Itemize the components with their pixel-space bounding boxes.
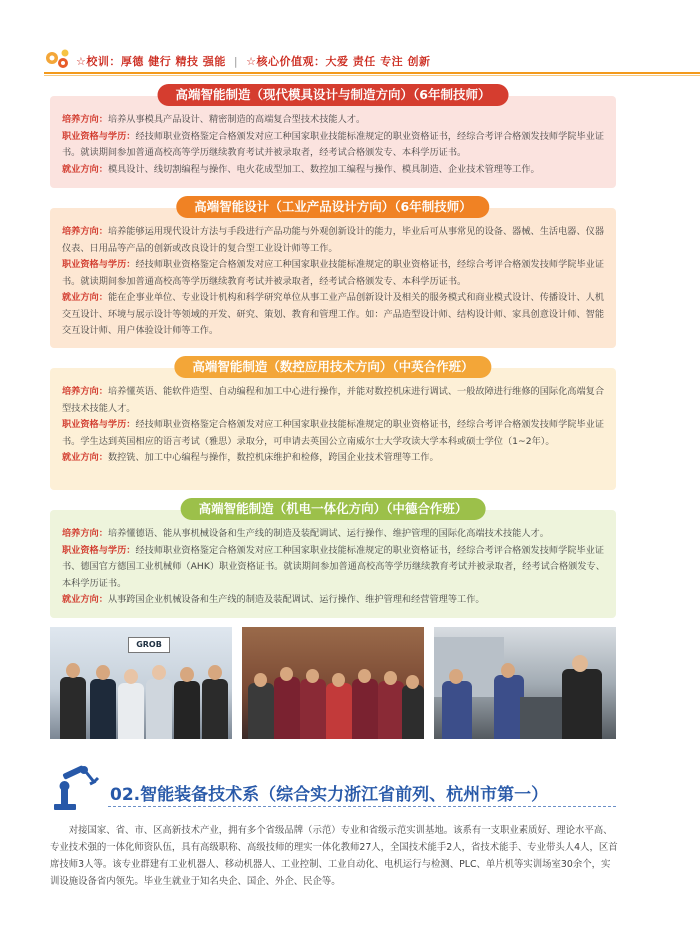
program-section-mechatronics-sino-german xyxy=(50,501,616,618)
section-title: 高端智能制造（数控应用技术方向）（中英合作班） xyxy=(174,356,491,378)
robot-arm-icon xyxy=(50,764,106,814)
program-section-cnc-sino-british xyxy=(50,359,616,490)
person-figure xyxy=(248,683,274,739)
title-underline xyxy=(108,806,616,807)
section-body xyxy=(62,224,606,340)
item-text: 经技师职业资格鉴定合格颁发对应工种国家职业技能标准规定的职业资格证书，经综合考评合格颁发技师学院毕业证书。就读期间参加普通高校高等学历继续教育考试并被录取者，经考试合格颁发专、本科学历证书。 xyxy=(62,130,605,158)
person-figure xyxy=(118,683,144,739)
person-head xyxy=(152,665,166,680)
item-label: 培养方向： xyxy=(62,114,108,125)
item-label: 培养方向： xyxy=(62,226,108,237)
item-label: 就业方向： xyxy=(62,594,108,605)
item-text: 数控铣、加工中心编程与操作，数控机床维护和检修，跨国企业技术管理等工作。 xyxy=(107,452,439,463)
person-figure xyxy=(300,679,326,739)
gears-icon xyxy=(44,48,74,72)
person-head xyxy=(501,663,515,678)
item-label: 就业方向： xyxy=(62,292,108,303)
item-text: 经技师职业资格鉴定合格颁发对应工种国家职业技能标准规定的职业资格证书，经综合考评合格颁发技师学院毕业证书、德国官方德国工业机械师（AHK）职业资格证书。就读期间参加普通高校高等学历继续教育考试并被录取者，经考试合格颁发专、本科学历证书。 xyxy=(62,544,605,589)
employment-direction xyxy=(62,592,606,609)
core-values: 大爱 责任 专注 创新 xyxy=(325,55,431,68)
item-label: 培养方向： xyxy=(62,528,108,539)
person-figure xyxy=(90,679,116,739)
training-direction xyxy=(62,112,606,129)
program-section-mold-design xyxy=(50,87,616,188)
person-head xyxy=(358,669,371,683)
person-figure xyxy=(352,679,378,739)
section-body xyxy=(62,384,606,467)
person-figure xyxy=(146,679,172,739)
photo-workshop-group xyxy=(50,627,232,739)
person-head xyxy=(66,663,80,678)
header-divider-thin xyxy=(44,75,700,76)
item-text: 经技师职业资格鉴定合格颁发对应工种国家职业技能标准规定的职业资格证书，经综合考评合格颁发技师学院毕业证书。就读期间参加普通高校高等学历继续教育考试并被录取者，经考试合格颁发专、本科学历证书。 xyxy=(62,259,605,287)
qualification xyxy=(62,129,606,162)
motto-label: ☆校训： xyxy=(76,55,121,68)
item-text: 培养懂英语、能软件造型、自动编程和加工中心进行操作，并能对数控机床进行调试、一般故障进行维修的国际化高端复合型技术技能人才。 xyxy=(62,386,605,414)
training-direction xyxy=(62,526,606,543)
item-text: 经技师职业资格鉴定合格颁发对应工种国家职业技能标准规定的职业资格证书，经综合考评合格颁发技师学院毕业证书。学生达到英国相应的语言考试（雅思）录取分，可申请去英国公立南威尔士大学攻读大学本科或硕士学位（1~2年）。 xyxy=(62,419,605,447)
person-figure xyxy=(378,681,404,739)
person-head xyxy=(208,665,222,680)
item-text: 模具设计、线切割编程与操作、电火花成型加工、数控加工编程与操作、模具制造、企业技术管理等工作。 xyxy=(107,163,540,175)
header-divider xyxy=(44,72,700,74)
grob-sign: GROB xyxy=(128,637,170,653)
person-head xyxy=(406,675,419,689)
person-head xyxy=(180,667,194,682)
person-figure xyxy=(562,669,602,739)
person-head xyxy=(280,667,293,681)
qualification xyxy=(62,417,606,450)
item-label: 就业方向： xyxy=(62,452,108,463)
program-section-industrial-design xyxy=(50,199,616,348)
core-values-label: ☆核心价值观： xyxy=(246,55,326,68)
training-direction xyxy=(62,224,606,257)
person-head xyxy=(124,669,138,684)
motto-line xyxy=(76,53,430,69)
person-head xyxy=(96,665,110,680)
person-head xyxy=(572,655,588,672)
department-description: 对接国家、省、市、区高新技术产业，拥有多个省级品牌（示范）专业和省级示范实训基地。该系有一支职业素质好、理论水平高、专业技术强的一体化师资队伍，具有高级职称、高级技师的理实一体化教师27人，全国技术能手2人，省技术能手、专业带头人4人，区首席技师3人等。该专业群建有工业机器人、移动机器人、工业控制、工业自动化、电机运行与检测、PLC、单片机等实训场室30余个，实训设施设备省内领先。毕业生就业于知名央企、国企、外企、民企等。 xyxy=(50,825,618,887)
person-head xyxy=(332,673,345,687)
item-label: 就业方向： xyxy=(62,163,108,175)
photo-students-group xyxy=(242,627,424,739)
employment-direction xyxy=(62,450,606,467)
item-label: 培养方向： xyxy=(62,386,108,397)
training-direction xyxy=(62,384,606,417)
photo-machining-lab xyxy=(434,627,616,739)
photo-strip xyxy=(50,627,616,739)
section-title: 高端智能设计（工业产品设计方向）（6年制技师） xyxy=(176,196,489,218)
motto-values: 厚德 健行 精技 强能 xyxy=(120,55,226,68)
item-label: 职业资格与学历： xyxy=(62,259,136,270)
department-title: 02.智能装备技术系（综合实力浙江省前列、杭州市第一） xyxy=(110,785,549,805)
section-body xyxy=(62,526,606,609)
motto-separator: | xyxy=(233,55,239,68)
item-label: 职业资格与学历： xyxy=(62,130,136,142)
section-title: 高端智能制造（现代模具设计与制造方向）（6年制技师） xyxy=(158,84,509,106)
item-text: 培养能够运用现代设计方法与手段进行产品功能与外观创新设计的能力，毕业后可从事常见的设备、器械、生活电器、仪器仪表、日用品等产品的创新或改良设计的复合型工业设计师等工作。 xyxy=(62,226,605,254)
item-label: 职业资格与学历： xyxy=(62,419,136,430)
section-body xyxy=(62,112,606,178)
person-figure xyxy=(274,677,300,739)
person-figure xyxy=(402,685,424,739)
person-head xyxy=(306,669,319,683)
section-title: 高端智能制造（机电一体化方向）（中德合作班） xyxy=(181,498,486,520)
person-figure xyxy=(202,679,228,739)
person-head xyxy=(449,669,463,684)
item-text: 培养懂德语、能从事机械设备和生产线的制造及装配调试、运行操作、维护管理的国际化高端技术技能人才。 xyxy=(107,528,549,539)
person-figure xyxy=(442,681,472,739)
person-figure xyxy=(60,677,86,739)
item-label: 职业资格与学历： xyxy=(62,544,136,556)
employment-direction xyxy=(62,162,606,179)
page-header xyxy=(0,0,700,76)
qualification xyxy=(62,543,606,593)
item-text: 从事跨国企业机械设备和生产线的制造及装配调试、运行操作、维护管理和经营管理等工作。 xyxy=(107,594,485,605)
item-text: 培养从事模具产品设计、精密制造的高端复合型技术技能人才。 xyxy=(107,114,366,125)
person-figure xyxy=(174,681,200,739)
person-head xyxy=(384,671,397,685)
item-text: 能在企事业单位、专业设计机构和科学研究单位从事工业产品创新设计及相关的服务模式和商业模式设计、传播设计、人机交互设计、环境与展示设计等领域的开发、研究、策划、教育和管理工作。如：产品造型设计师、结构设计师、家具创意设计师、智能交互设计师、用户体验设计师等工作。 xyxy=(62,292,605,336)
person-figure xyxy=(326,683,352,739)
qualification xyxy=(62,257,606,290)
person-head xyxy=(254,673,267,687)
employment-direction xyxy=(62,290,606,340)
